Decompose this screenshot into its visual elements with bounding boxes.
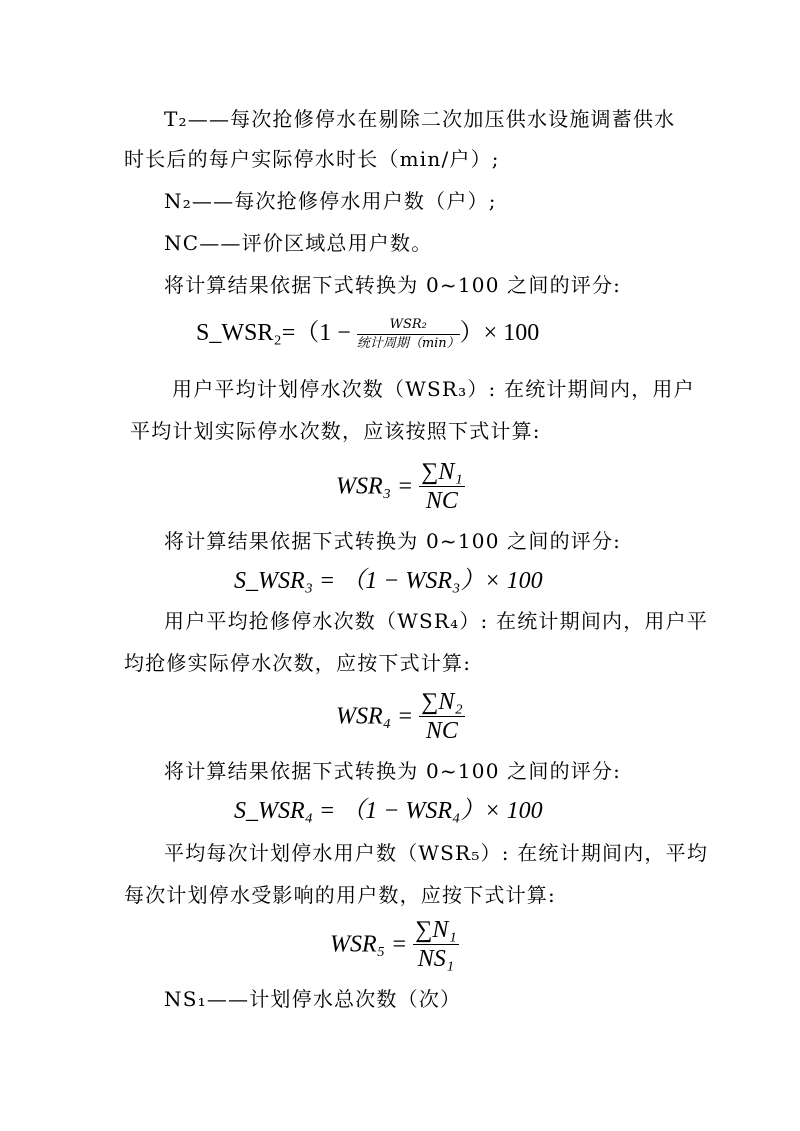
paragraph-line: N₂——每次抢修停水用户数（户）; [164,189,497,213]
formula-close: ）× 100 [459,320,540,347]
formula-s-wsr2 [196,316,539,353]
paragraph-line: 时长后的每户实际停水时长（min/户）; [124,147,500,171]
formula-open: （1 − [295,320,357,347]
formula-lhs: S_WSR₂= [196,320,296,347]
paragraph-line: 将计算结果依据下式转换为 0~100 之间的评分: [164,529,622,553]
formula-fraction [419,458,464,515]
formula-wsr5 [330,916,459,973]
paragraph-line: 用户平均计划停水次数（WSR₃）: 在统计期间内，用户 [172,377,695,401]
formula-lhs: WSR₅ = [330,931,414,958]
formula-fraction [357,316,460,353]
formula-wsr4 [336,688,465,745]
paragraph-line: 均抢修实际停水次数，应按下式计算: [124,651,472,675]
fraction-numerator: ∑N₁ [421,459,463,485]
paragraph-line: 每次计划停水受影响的用户数，应按下式计算: [124,883,556,907]
paragraph-line: T₂——每次抢修停水在剔除二次加压供水设施调蓄供水 [164,107,676,131]
fraction-numerator: ∑N₂ [421,689,463,715]
fraction-denominator: NS₁ [417,946,455,972]
formula-s-wsr3: S_WSR₃ = （1 − WSR₃）× 100 [234,568,543,594]
paragraph-line: 将计算结果依据下式转换为 0~100 之间的评分: [164,759,622,783]
fraction-numerator: WSR₂ [357,316,460,335]
paragraph-line: 用户平均抢修停水次数（WSR₄）: 在统计期间内，用户平 [164,609,709,633]
formula-fraction [413,916,458,973]
formula-wsr3 [336,458,465,515]
paragraph-line: 平均计划实际停水次数，应该按照下式计算: [130,419,541,443]
fraction-numerator: ∑N₁ [415,917,457,943]
formula-lhs: WSR₄ = [336,703,420,730]
fraction-denominator: 统计周期（min） [356,336,460,351]
paragraph-line: NS₁——计划停水总次数（次） [164,987,462,1011]
paragraph-line: NC——评价区域总用户数。 [164,231,433,255]
fraction-denominator: NC [425,718,458,744]
formula-fraction [419,688,464,745]
paragraph-line: 平均每次计划停水用户数（WSR₅）: 在统计期间内，平均 [164,841,709,865]
fraction-denominator: NC [425,488,458,514]
paragraph-line: 将计算结果依据下式转换为 0~100 之间的评分: [164,273,622,297]
formula-s-wsr4: S_WSR₄ = （1 − WSR₄）× 100 [234,798,543,824]
formula-lhs: WSR₃ = [336,473,420,500]
